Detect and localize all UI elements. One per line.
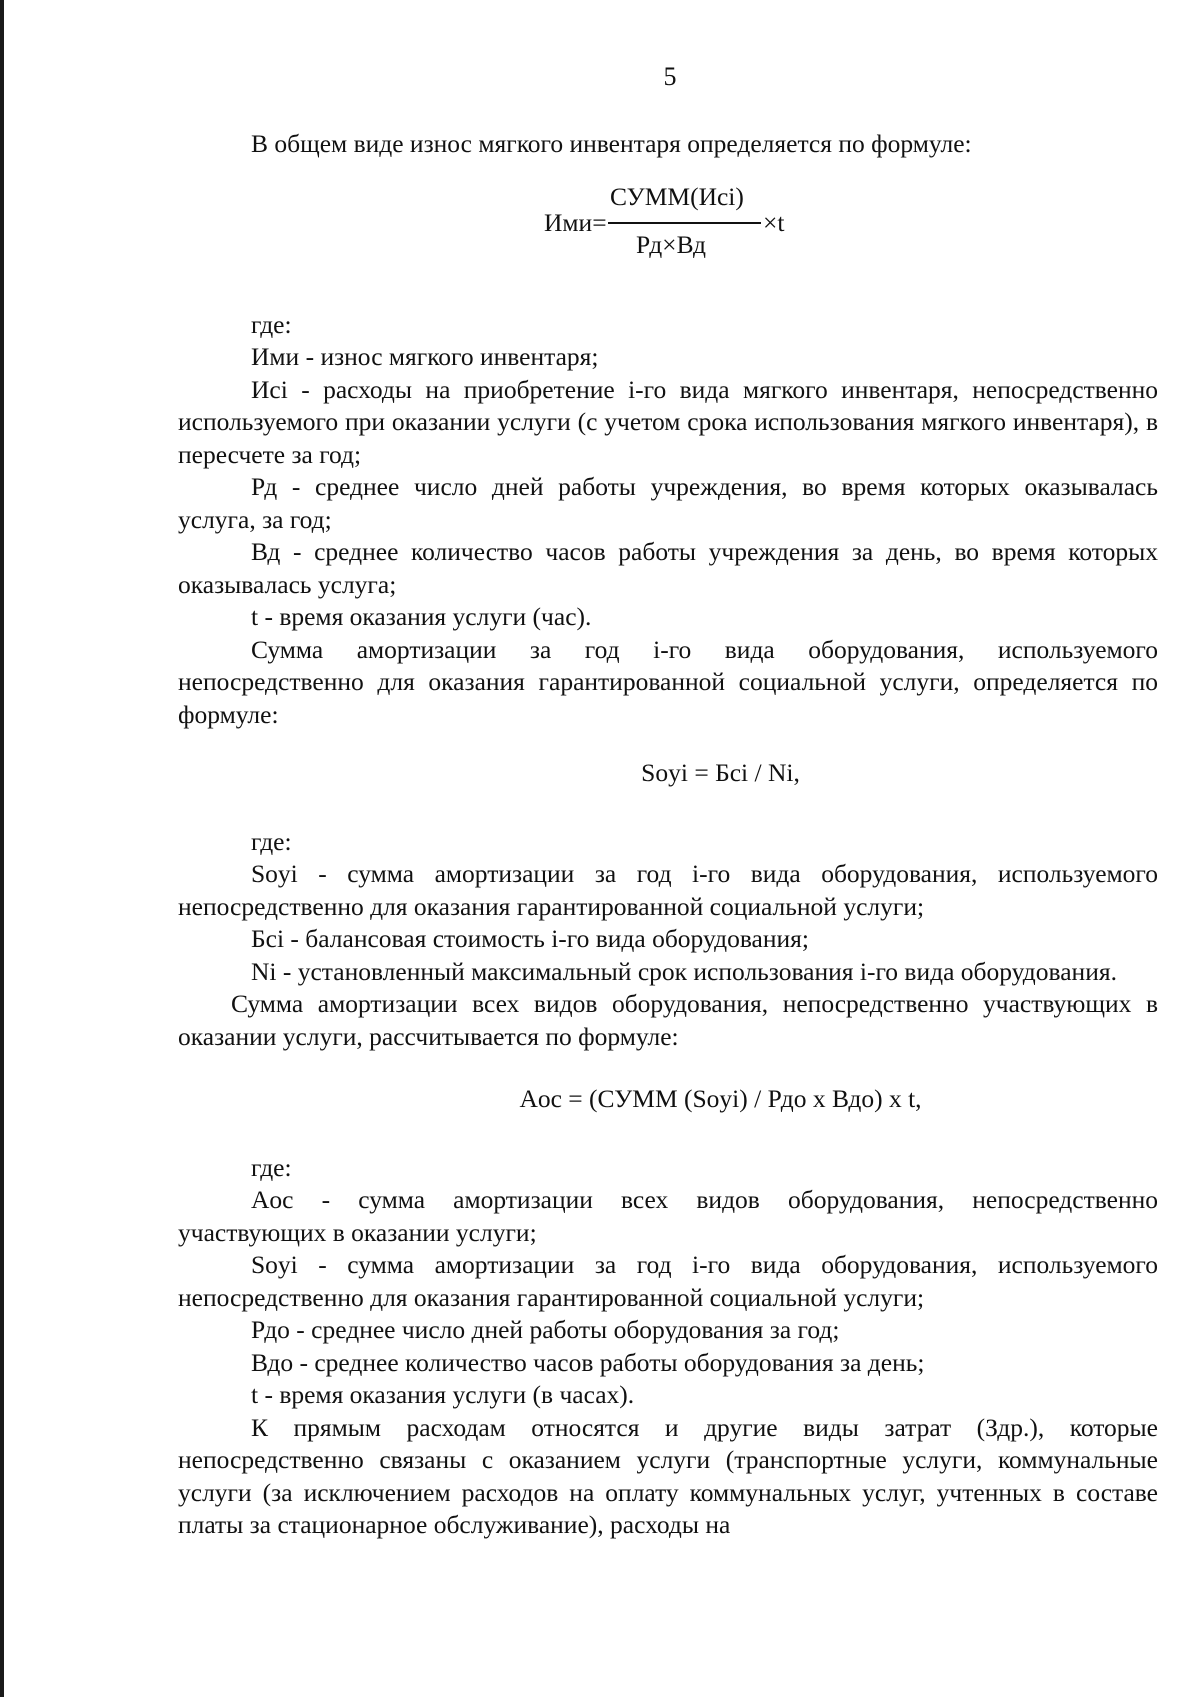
fraction-bar	[608, 222, 761, 224]
definition-paragraph: Soyi - сумма амортизации за год і-го вида оборудования, используемого непосредственно для оказания гарантированной социальной услуги;	[178, 859, 1158, 921]
where-label: где:	[251, 826, 292, 856]
definition-paragraph: Рдо - среднее число дней работы оборудования за год;	[251, 1315, 840, 1344]
definition-paragraph: Вдо - среднее количество часов работы оборудования за день;	[251, 1347, 925, 1377]
document-body	[178, 128, 1158, 1542]
definition-paragraph: Soyi - сумма амортизации за год і-го вида оборудования, используемого непосредственно для оказания гарантированной социальной услуги;	[178, 1250, 1158, 1312]
definition-paragraph: Ni - установленный максимальный срок использования і-го вида оборудования.	[251, 956, 1117, 986]
definition-paragraph: Бci - балансовая стоимость і-го вида оборудования;	[251, 924, 809, 953]
scan-edge	[0, 0, 4, 1697]
fraction	[544, 175, 844, 275]
where-label: где:	[251, 309, 292, 339]
page-number: 5	[663, 62, 677, 91]
definition-paragraph: t - время оказания услуги (в часах).	[251, 1380, 635, 1409]
formula-total-depreciation: Аoc = (СУММ (Soyi) / Рдо x Вдо) x t,	[519, 1084, 922, 1113]
formula-numerator: СУММ(Иcі)	[610, 181, 744, 211]
definition-paragraph: Рд - среднее число дней работы учреждения, во время которых оказывалась услуга, за год;	[178, 472, 1158, 534]
formula-soft-inventory	[178, 175, 1158, 275]
formula-denominator: Рд×Вд	[636, 229, 706, 259]
definition-paragraph: t - время оказания услуги (час).	[251, 602, 592, 631]
definition-paragraph: Иcі - расходы на приобретение і-го вида мягкого инвентаря, непосредственно используемого при оказании услуги (с учетом срока использования мягкого инвентаря), в пересчете за год;	[178, 374, 1158, 469]
formula-rhs: ×t	[763, 207, 785, 237]
formula-lhs: Ими=	[544, 207, 607, 237]
where-label: где:	[251, 1152, 292, 1182]
formula-depreciation: Soyi = Бci / Ni,	[641, 758, 800, 787]
body-paragraph: Сумма амортизации всех видов оборудования, непосредственно участвующих в оказании услуги, рассчитывается по формуле:	[178, 989, 1158, 1051]
definition-paragraph: Аoc - сумма амортизации всех видов оборудования, непосредственно участвующих в оказании услуги;	[178, 1185, 1158, 1247]
definition-paragraph: Ими - износ мягкого инвентаря;	[251, 342, 599, 371]
definition-paragraph: Вд - среднее количество часов работы учреждения за день, во время которых оказывалась услуга;	[178, 537, 1158, 599]
body-paragraph: Сумма амортизации за год і-го вида оборудования, используемого непосредственно для оказания гарантированной социальной услуги, определяется по формуле:	[178, 634, 1158, 729]
intro-paragraph: В общем виде износ мягкого инвентаря определяется по формуле:	[251, 129, 972, 158]
body-paragraph: К прямым расходам относятся и другие виды затрат (Здр.), которые непосредственно связаны с оказанием услуги (транспортные услуги, коммунальные услуги (за исключением расходов на оплату коммунальных услуг, учтенных в составе платы за стационарное обслуживание), расходы на	[178, 1412, 1158, 1539]
